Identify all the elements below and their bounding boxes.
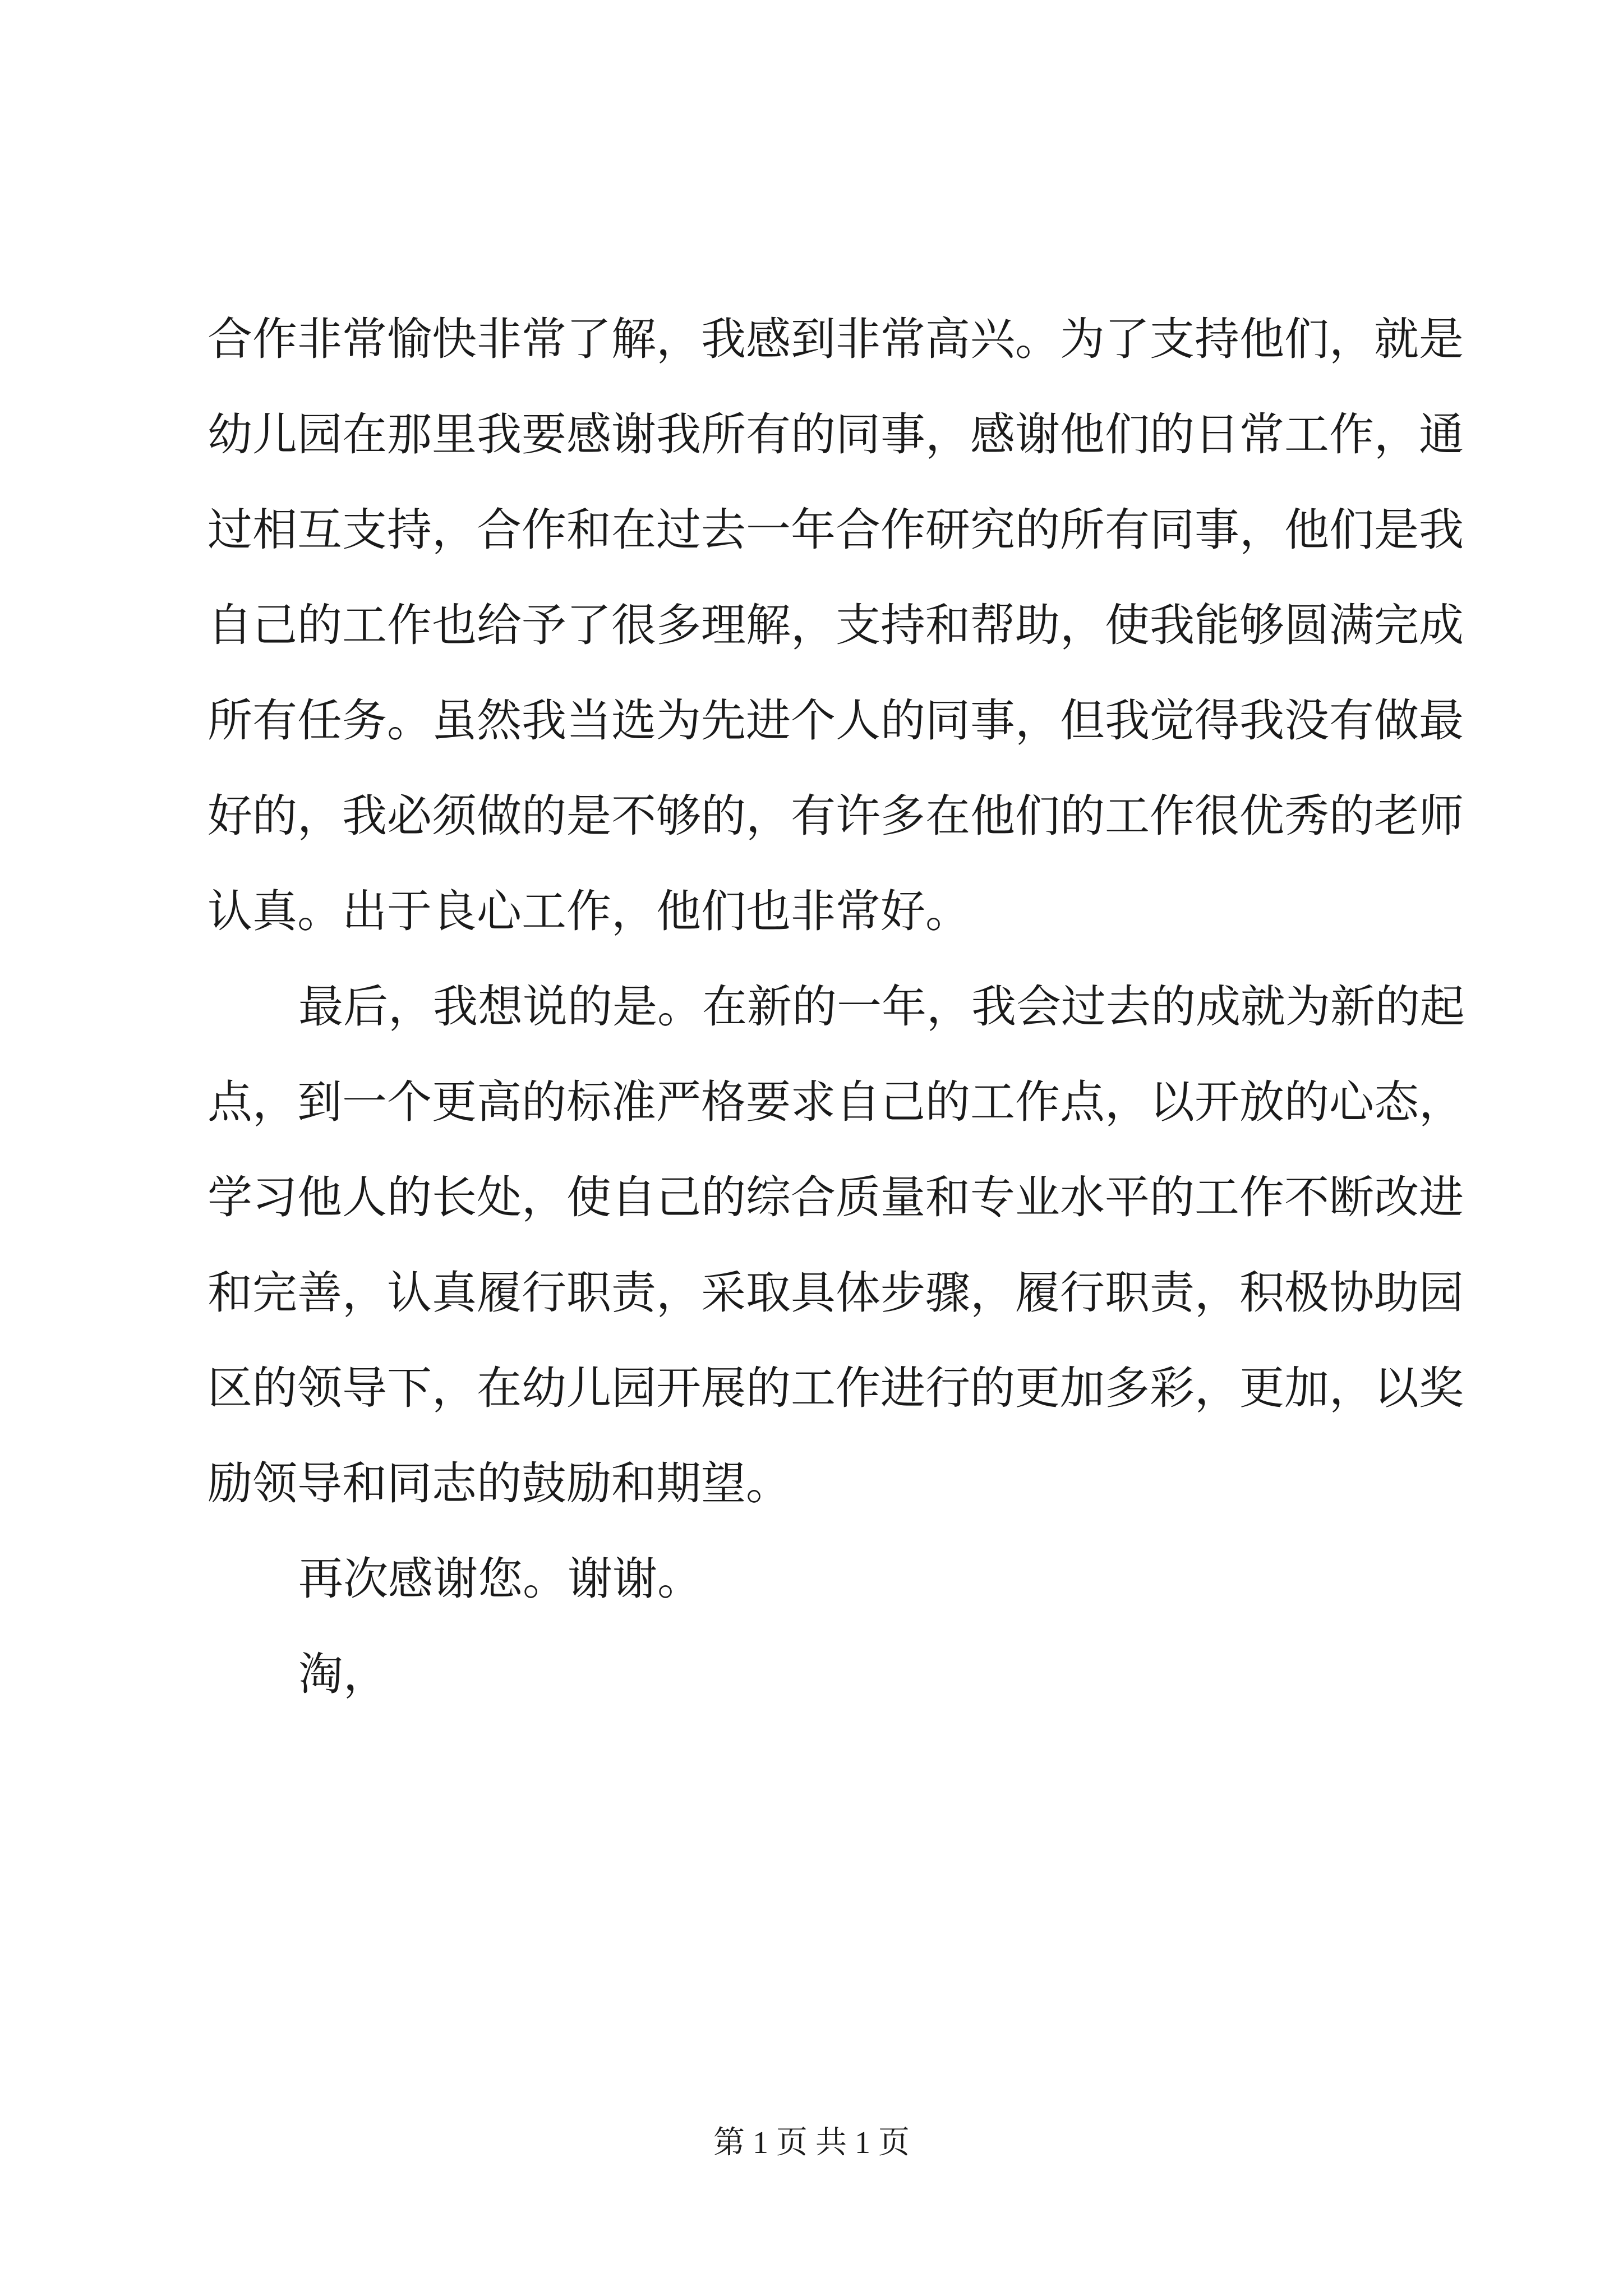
text-line: 认真。出于良心工作，他们也非常好。 — [208, 885, 970, 937]
text-line: 励领导和同志的鼓励和期望。 — [208, 1457, 791, 1510]
text-line: 自己的工作也给予了很多理解，支持和帮助，使我能够圆满完成 — [208, 599, 1464, 651]
text-line: 幼儿园在那里我要感谢我所有的同事，感谢他们的日常工作，通 — [208, 408, 1464, 461]
text-line: 过相互支持，合作和在过去一年合作研究的所有同事，他们是我 — [208, 504, 1464, 556]
page-footer: 第 1 页 共 1 页 — [713, 2125, 910, 2160]
text-line: 再次感谢您。谢谢。 — [298, 1553, 702, 1605]
text-line: 所有任务。虽然我当选为先进个人的同事，但我觉得我没有做最 — [208, 694, 1464, 747]
text-line: 和完善，认真履行职责，采取具体步骤，履行职责，积极协助园 — [208, 1267, 1464, 1319]
text-line: 淘， — [298, 1648, 388, 1700]
text-line: 好的，我必须做的是不够的，有许多在他们的工作很优秀的老师 — [208, 790, 1464, 842]
text-line: 学习他人的长处，使自己的综合质量和专业水平的工作不断改进 — [208, 1171, 1464, 1223]
text-line: 最后，我想说的是。在新的一年，我会过去的成就为新的起 — [298, 981, 1465, 1033]
text-line: 合作非常愉快非常了解，我感到非常高兴。为了支持他们，就是 — [208, 313, 1464, 365]
text-line: 点，到一个更高的标准严格要求自己的工作点，以开放的心态， — [208, 1076, 1464, 1128]
text-line: 区的领导下，在幼儿园开展的工作进行的更加多彩，更加，以奖 — [208, 1362, 1464, 1414]
